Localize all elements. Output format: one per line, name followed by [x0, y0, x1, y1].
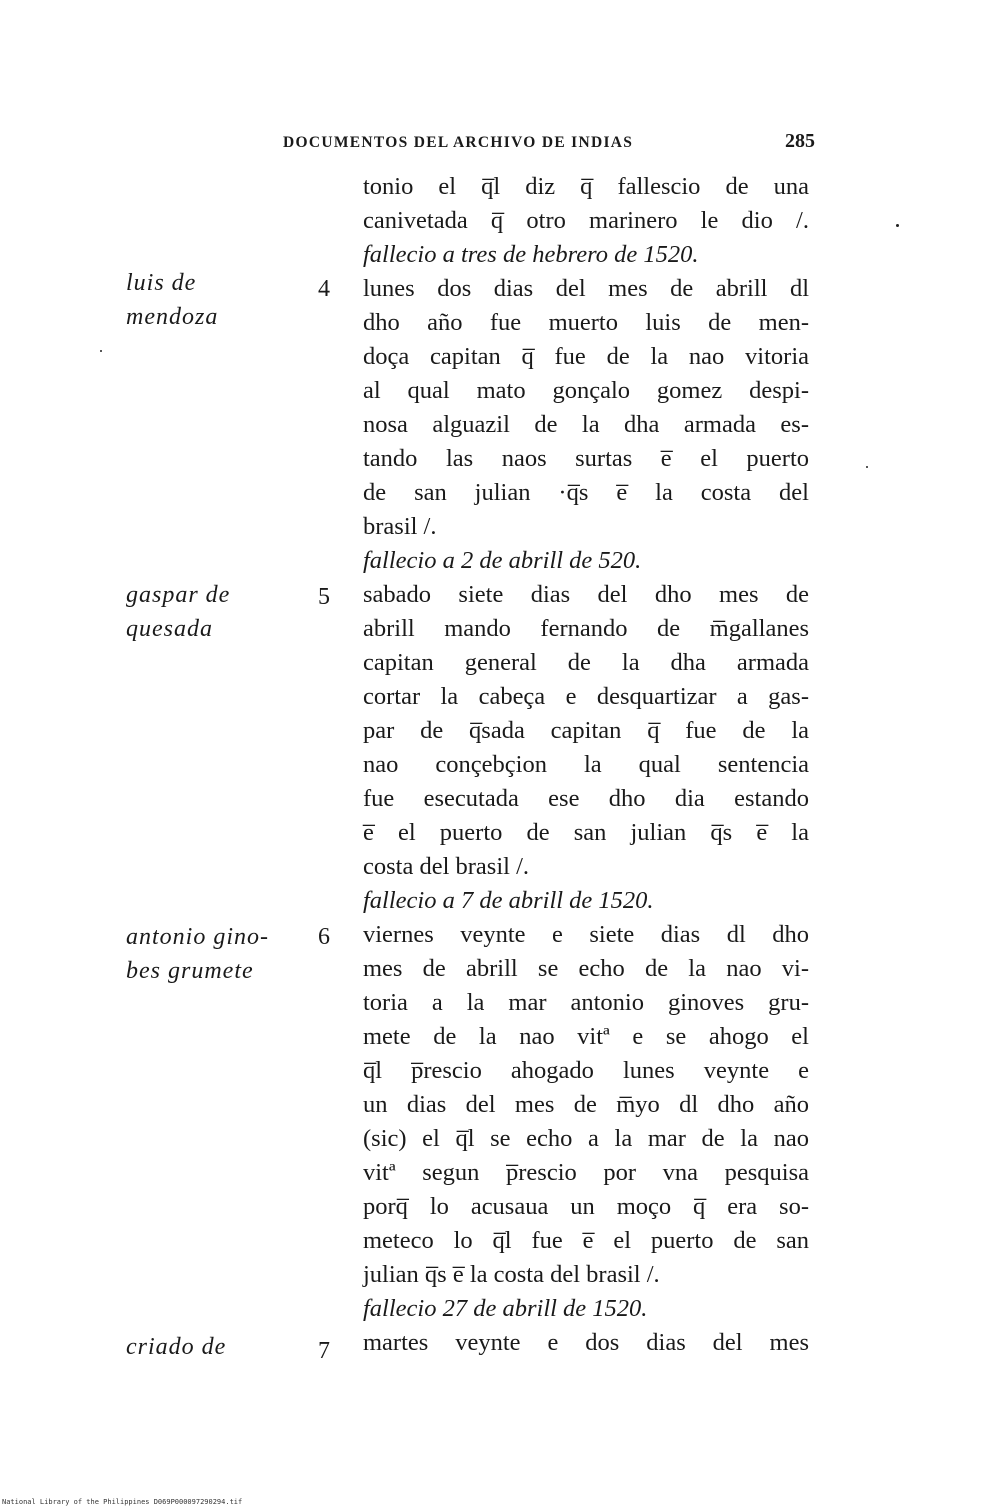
- text-line: sabado siete dias del dho mes de: [363, 581, 809, 608]
- text-line: vitª segun p̅rescio por vna pesquisa: [363, 1159, 809, 1186]
- margin-note-name: mendoza: [126, 304, 219, 330]
- text-line: nao conçebçion la qual sentencia: [363, 751, 809, 778]
- text-line: tonio el q̅l diz q̅ fallescio de una: [363, 173, 809, 200]
- margin-note-name: gaspar de: [126, 582, 231, 608]
- scan-speck: [896, 224, 899, 227]
- text-line: al qual mato gonçalo gomez despi-: [363, 377, 809, 404]
- entry-number: 6: [318, 924, 330, 950]
- text-line: canivetada q̅ otro marinero le dio /.: [363, 207, 809, 234]
- death-date-line: fallecio a 2 de abrill de 520.: [363, 547, 642, 574]
- text-line: meteco lo q̅l fue e̅ el puerto de san: [363, 1227, 809, 1254]
- text-line: brasil /.: [363, 513, 437, 540]
- page-number: 285: [785, 130, 815, 152]
- scan-id: National Library of the Philippines D069P000097290294.tif: [2, 1498, 243, 1506]
- text-line: un dias del mes de m̅yo dl dho año: [363, 1091, 809, 1118]
- death-date-line: fallecio a 7 de abrill de 1520.: [363, 887, 654, 914]
- running-title: DOCUMENTOS DEL ARCHIVO DE INDIAS: [283, 134, 634, 151]
- text-line: fue esecutada ese dho dia estando: [363, 785, 809, 812]
- text-line: dho año fue muerto luis de men-: [363, 309, 809, 336]
- entry-number: 4: [318, 276, 330, 302]
- margin-note-name: luis de: [126, 270, 197, 296]
- scan-speck: [100, 350, 102, 352]
- text-line: julian q̅s e̅ la costa del brasil /.: [363, 1261, 660, 1288]
- death-date-line: fallecio a tres de hebrero de 1520.: [363, 241, 699, 268]
- text-line: toria a la mar antonio ginoves gru-: [363, 989, 809, 1016]
- death-date-line: fallecio 27 de abrill de 1520.: [363, 1295, 648, 1322]
- margin-note-name: quesada: [126, 616, 213, 642]
- text-line: costa del brasil /.: [363, 853, 530, 880]
- text-line: par de q̅sada capitan q̅ fue de la: [363, 717, 809, 744]
- text-line: lunes dos dias del mes de abrill dl: [363, 275, 809, 302]
- text-line: capitan general de la dha armada: [363, 649, 809, 676]
- text-line: doça capitan q̅ fue de la nao vitoria: [363, 343, 809, 370]
- entry-number: 5: [318, 584, 330, 610]
- text-line: mes de abrill se echo de la nao vi-: [363, 955, 809, 982]
- margin-note-name: bes grumete: [126, 958, 254, 984]
- text-line: e̅ el puerto de san julian q̅s e̅ la: [363, 819, 809, 846]
- entry-number: 7: [318, 1338, 330, 1364]
- margin-note-name: criado de: [126, 1334, 227, 1360]
- text-line: viernes veynte e siete dias dl dho: [363, 921, 809, 948]
- text-line: cortar la cabeça e desquartizar a gas-: [363, 683, 809, 710]
- text-line: de san julian ·q̅s e̅ la costa del: [363, 479, 809, 506]
- text-line: tando las naos surtas e̅ el puerto: [363, 445, 809, 472]
- text-line: martes veynte e dos dias del mes: [363, 1329, 809, 1356]
- scan-speck: [866, 466, 868, 468]
- text-line: nosa alguazil de la dha armada es-: [363, 411, 809, 438]
- text-line: porq̅ lo acusaua un moço q̅ era so-: [363, 1193, 809, 1220]
- text-line: mete de la nao vitª e se ahogo el: [363, 1023, 809, 1050]
- text-line: (sic) el q̅l se echo a la mar de la nao: [363, 1125, 809, 1152]
- text-line: q̅l p̅rescio ahogado lunes veynte e: [363, 1057, 809, 1084]
- margin-note-name: antonio gino-: [126, 924, 269, 950]
- text-line: abrill mando fernando de m̅gallanes: [363, 615, 809, 642]
